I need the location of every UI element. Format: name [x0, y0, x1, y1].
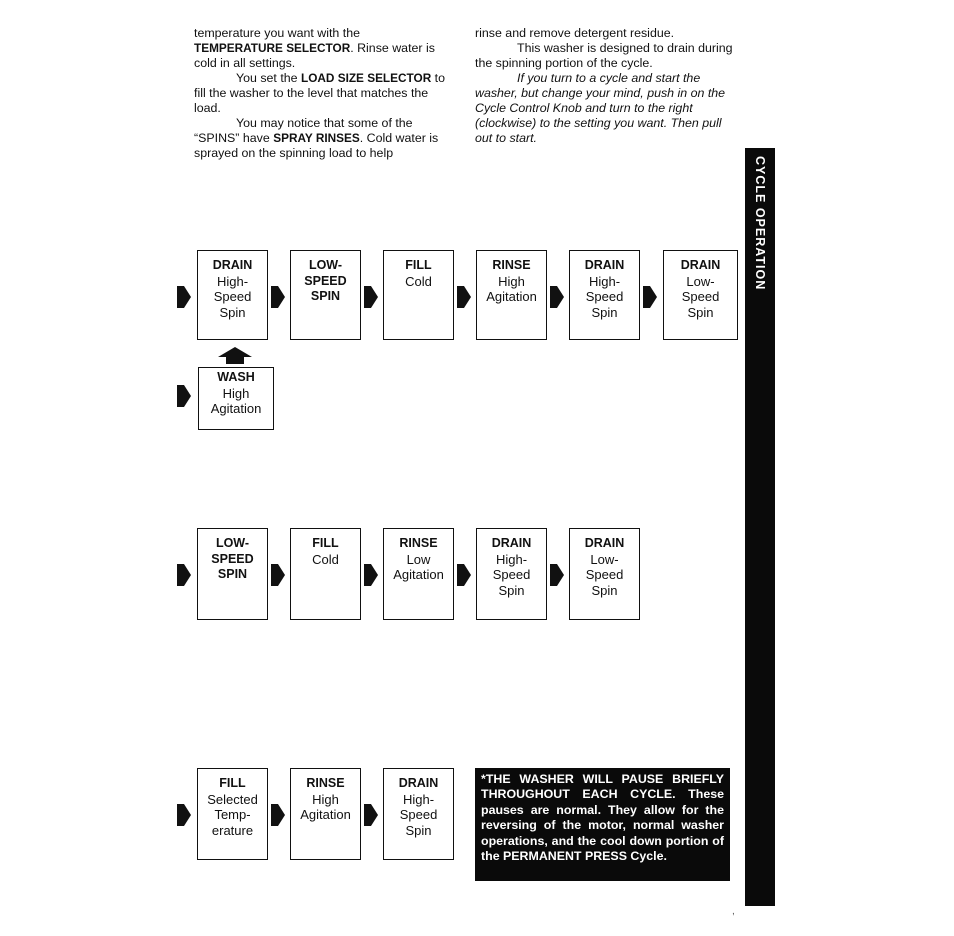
step-title: LOW- [215, 536, 250, 550]
arrow-right-icon [550, 560, 564, 590]
row1-step-fill-cold [383, 250, 454, 340]
step-title: DRAIN [491, 536, 532, 550]
step-line: High- [495, 551, 528, 567]
row1-step-low-speed-spin [290, 250, 361, 340]
row2-step-drain-low-speed [569, 528, 640, 620]
intro-left-column [194, 26, 456, 161]
row1-step-drain-low-speed [663, 250, 738, 340]
step-line: Agitation [210, 401, 262, 416]
intro-left-line3: cold in all settings. [194, 56, 296, 70]
step-title: RINSE [492, 258, 531, 272]
pause-note: *THE WASHER WILL PAUSE BRIEFLY THROUGHOUT EACH CYCLE. These pauses are normal. They allow for the reversing of the motor, normal washer operations, and the cool down portion of the PERMANENT PRESS Cycle. [475, 768, 730, 881]
row2-step-drain-high-speed [476, 528, 547, 620]
step-title: FILL [405, 258, 432, 272]
temperature-selector-term: TEMPERATURE SELECTOR [194, 41, 351, 55]
step-title: LOW- [308, 258, 343, 272]
sidebar-label: CYCLE OPERATION [753, 156, 767, 291]
arrow-right-icon [177, 560, 191, 590]
step-line: High [312, 791, 339, 807]
intro-left-line1: temperature you want with the [194, 26, 360, 40]
row2-step-low-speed-spin [197, 528, 268, 620]
step-title: SPEED [304, 273, 347, 288]
step-line: Speed [213, 289, 252, 304]
step-line: Spin [591, 304, 618, 320]
step-line: Cold [312, 551, 339, 567]
arrow-right-icon [364, 560, 378, 590]
step-line: Spin [498, 582, 525, 598]
intro-left-load-para [194, 71, 456, 116]
step-line: Spin [687, 304, 714, 320]
step-line: Spin [405, 822, 432, 838]
load-size-selector-term: LOAD SIZE SELECTOR [301, 71, 432, 85]
step-line: Speed [585, 567, 624, 582]
step-line: erature [211, 822, 254, 838]
arrow-right-icon [271, 560, 285, 590]
step-title: DRAIN [584, 536, 625, 550]
arrow-right-icon [364, 282, 378, 312]
step-line: Low- [686, 273, 715, 289]
arrow-right-icon [177, 800, 191, 830]
step-title: DRAIN [680, 258, 721, 272]
step-line: Speed [399, 807, 438, 822]
rinse-note: . Rinse water is [350, 41, 435, 55]
footer-mark: , [732, 906, 735, 917]
step-title: SPIN [217, 567, 248, 581]
step-title: DRAIN [584, 258, 625, 272]
step-line: Temp- [214, 807, 251, 822]
step-title: RINSE [306, 776, 345, 790]
step-line: Cold [405, 273, 432, 289]
step-line: Speed [492, 567, 531, 582]
arrow-right-icon [177, 381, 191, 411]
step-title: SPIN [310, 289, 341, 303]
intro-right-column [475, 26, 733, 146]
row1-step-rinse-high [476, 250, 547, 340]
row2-step-fill-cold [290, 528, 361, 620]
step-title: DRAIN [398, 776, 439, 790]
step-line: Agitation [300, 807, 351, 822]
arrow-right-icon [271, 800, 285, 830]
step-title: WASH [217, 370, 255, 384]
step-line: Low- [590, 551, 619, 567]
intro-right-drain-para: This washer is designed to drain during the spinning portion of the cycle. [475, 41, 733, 70]
step-line: High- [588, 273, 621, 289]
load-lead: You set the [236, 71, 301, 85]
step-line: High [498, 273, 525, 289]
row2-step-rinse-low [383, 528, 454, 620]
wash-high-agitation-step [198, 367, 274, 430]
step-line: Agitation [393, 567, 444, 582]
intro-right-line1: rinse and remove detergent residue. [475, 26, 675, 40]
intro-left-spins-para [194, 116, 456, 161]
row3-step-drain-high-speed [383, 768, 454, 860]
step-title: FILL [312, 536, 339, 550]
step-line: High- [216, 273, 249, 289]
intro-right-italic-para: If you turn to a cycle and start the washer, but change your mind, push in on the Cycle Control Knob and turn to the right (clockwise) to the setting you want. Then pull out to start. [475, 71, 726, 145]
step-title: SPEED [211, 551, 254, 566]
arrow-right-icon [177, 282, 191, 312]
step-line: Spin [591, 582, 618, 598]
step-line: Low [406, 551, 431, 567]
arrow-right-icon [457, 560, 471, 590]
arrow-up-icon [218, 347, 252, 364]
arrow-right-icon [457, 282, 471, 312]
step-line: Agitation [486, 289, 537, 304]
step-title: RINSE [399, 536, 438, 550]
spray-rinses-term: SPRAY RINSES [273, 131, 360, 145]
arrow-right-icon [550, 282, 564, 312]
row3-step-fill-selected-temp [197, 768, 268, 860]
load-text: to fill the washer to the level that matches the load. [194, 71, 446, 115]
step-title: DRAIN [212, 258, 253, 272]
arrow-right-icon [364, 800, 378, 830]
intro-left-temp-line [194, 41, 456, 56]
row1-step-drain-high-speed-2 [569, 250, 640, 340]
spins-lead: You may notice that some of the “SPINS” have [194, 116, 413, 145]
step-line: Speed [585, 289, 624, 304]
step-line: High [222, 385, 250, 401]
spins-text: . Cold water is sprayed on the spinning load to help [194, 131, 439, 160]
row1-step-drain-high-speed [197, 250, 268, 340]
step-line: Speed [681, 289, 720, 304]
step-line: Selected [207, 791, 258, 807]
step-title: FILL [219, 776, 246, 790]
step-line: Spin [219, 304, 246, 320]
step-line: High- [402, 791, 435, 807]
arrow-right-icon [643, 282, 657, 312]
arrow-right-icon [271, 282, 285, 312]
row3-step-rinse-high [290, 768, 361, 860]
